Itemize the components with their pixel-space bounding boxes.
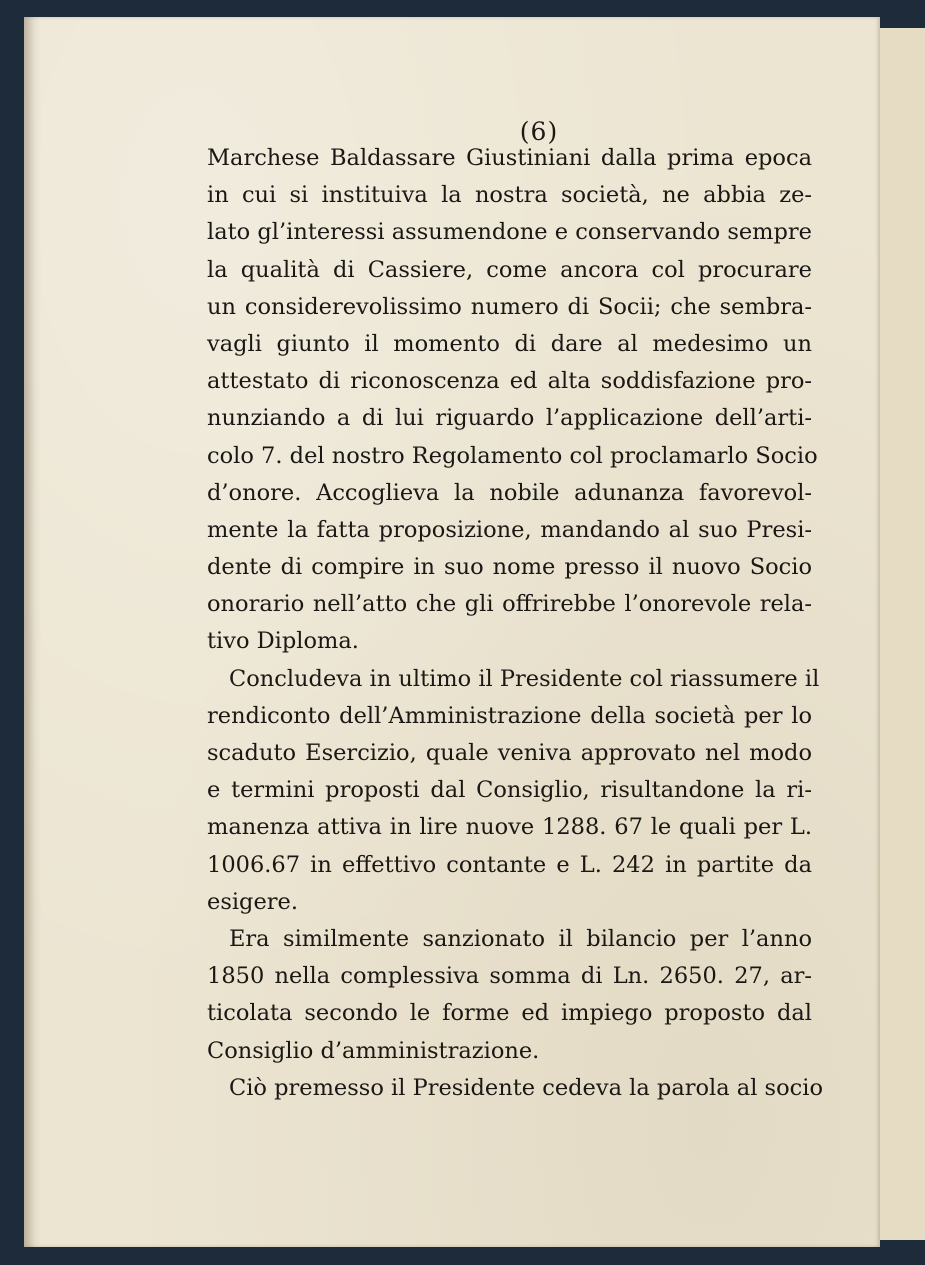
text-line: 1850 nella complessiva somma di Ln. 2650. 27, ar- [207, 963, 812, 990]
next-page-edge [874, 28, 925, 1240]
paragraph [207, 140, 818, 661]
text-line: rendiconto dell’Amministrazione della società per lo [207, 702, 812, 729]
text-line: Concludeva in ultimo il Presidente col riassumere il [229, 665, 820, 692]
text-line: dente di compire in suo nome presso il nuovo Socio [207, 554, 812, 581]
paragraph [207, 921, 812, 1070]
text-line: tivo Diploma. [207, 628, 359, 655]
text-line: esigere. [207, 888, 298, 915]
text-line: Consiglio d’amministrazione. [207, 1037, 540, 1064]
text-line: e termini proposti dal Consiglio, risultandone la ri- [207, 777, 812, 804]
text-line: un considerevolissimo numero di Socii; che sembra- [207, 293, 812, 320]
text-line: Era similmente sanzionato il bilancio per l’anno [229, 925, 812, 952]
body-text [207, 140, 823, 1107]
text-line: onorario nell’atto che gli offrirebbe l’onorevole rela- [207, 591, 812, 618]
text-line: 1006.67 in effettivo contante e L. 242 in partite da [207, 851, 812, 878]
text-line: la qualità di Cassiere, come ancora col procurare [207, 256, 812, 283]
text-line: d’onore. Accoglieva la nobile adunanza favorevol- [207, 479, 812, 506]
text-line: colo 7. del nostro Regolamento col proclamarlo Socio [207, 442, 818, 469]
text-line: manenza attiva in lire nuove 1288. 67 le quali per L. [207, 814, 812, 841]
text-line: Ciò premesso il Presidente cedeva la parola al socio [229, 1074, 823, 1101]
text-line: scaduto Esercizio, quale veniva approvato nel modo [207, 740, 812, 766]
paragraph [207, 661, 820, 921]
text-line: Marchese Baldassare Giustiniani dalla prima epoca [207, 145, 812, 171]
text-line: nunziando a di lui riguardo l’applicazione dell’arti- [207, 405, 812, 432]
text-line: lato gl’interessi assumendone e conservando sempre [207, 219, 812, 246]
text-line: in cui si instituiva la nostra società, ne abbia ze- [207, 182, 812, 209]
paragraph [207, 1070, 823, 1107]
text-line: mente la fatta proposizione, mandando al suo Presi- [207, 516, 812, 543]
text-line: attestato di riconoscenza ed alta soddisfazione pro- [207, 368, 812, 395]
page-number: (6) [519, 117, 559, 146]
text-line: ticolata secondo le forme ed impiego proposto dal [207, 1000, 812, 1027]
text-line: vagli giunto il momento di dare al medesimo un [207, 330, 812, 357]
